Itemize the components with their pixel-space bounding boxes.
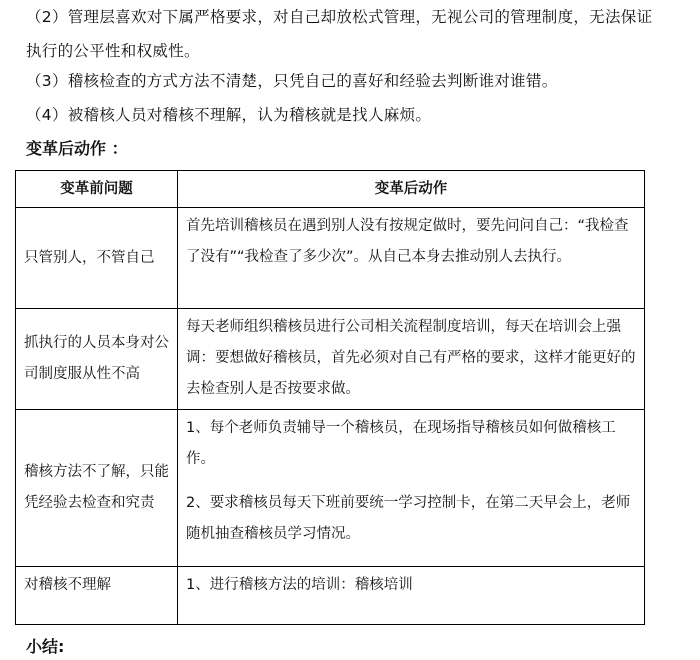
paragraph-method: （3）稽核检查的方式方法不清楚，只凭自己的喜好和经验去判断谁对谁错。 <box>26 72 558 90</box>
table-row <box>16 410 645 567</box>
table-row <box>16 208 645 309</box>
section-title: 变革后动作 ： <box>26 139 128 158</box>
problem-cell: 稽核方法不了解，只能凭经验去检查和究责 <box>16 410 178 567</box>
header-action: 变革后动作 <box>178 171 645 208</box>
problem-cell: 抓执行的人员本身对公司制度服从性不高 <box>16 309 178 410</box>
action-cell <box>178 410 645 567</box>
action-cell <box>178 567 645 625</box>
action-text: 每天老师组织稽核员进行公司相关流程制度培训，每天在培训会上强调：要想做好稽核员，首先必须对自己有严格的要求，这样才能更好的去检查别人是否按要求做。 <box>186 319 636 397</box>
change-table <box>15 170 645 625</box>
action-cell <box>178 208 645 309</box>
action-text: 2、要求稽核员每天下班前要统一学习控制卡，在第二天早会上，老师随机抽查稽核员学习情况。 <box>186 495 631 542</box>
table-row <box>16 567 645 625</box>
header-problem: 变革前问题 <box>16 171 178 208</box>
paragraph-management: （2）管理层喜欢对下属严格要求，对自己却放松式管理，无视公司的管理制度，无法保证执行的公平性和权威性。 <box>26 8 653 60</box>
summary-title: 小结: <box>26 637 65 656</box>
problem-cell: 对稽核不理解 <box>16 567 178 625</box>
action-cell <box>178 309 645 410</box>
action-text: 首先培训稽核员在遇到别人没有按规定做时，要先问问自己：“我检查了没有”“我检查了多少次”。从自己本身去推动别人去执行。 <box>186 218 629 265</box>
problem-cell: 只管别人，不管自己 <box>16 208 178 309</box>
action-text: 1、进行稽核方法的培训：稽核培训 <box>186 577 413 593</box>
paragraph-understanding: （4）被稽核人员对稽核不理解，认为稽核就是找人麻烦。 <box>26 106 432 124</box>
table-header-row <box>16 171 645 208</box>
action-text: 1、每个老师负责辅导一个稽核员，在现场指导稽核员如何做稽核工作。 <box>186 420 616 467</box>
table-row <box>16 309 645 410</box>
